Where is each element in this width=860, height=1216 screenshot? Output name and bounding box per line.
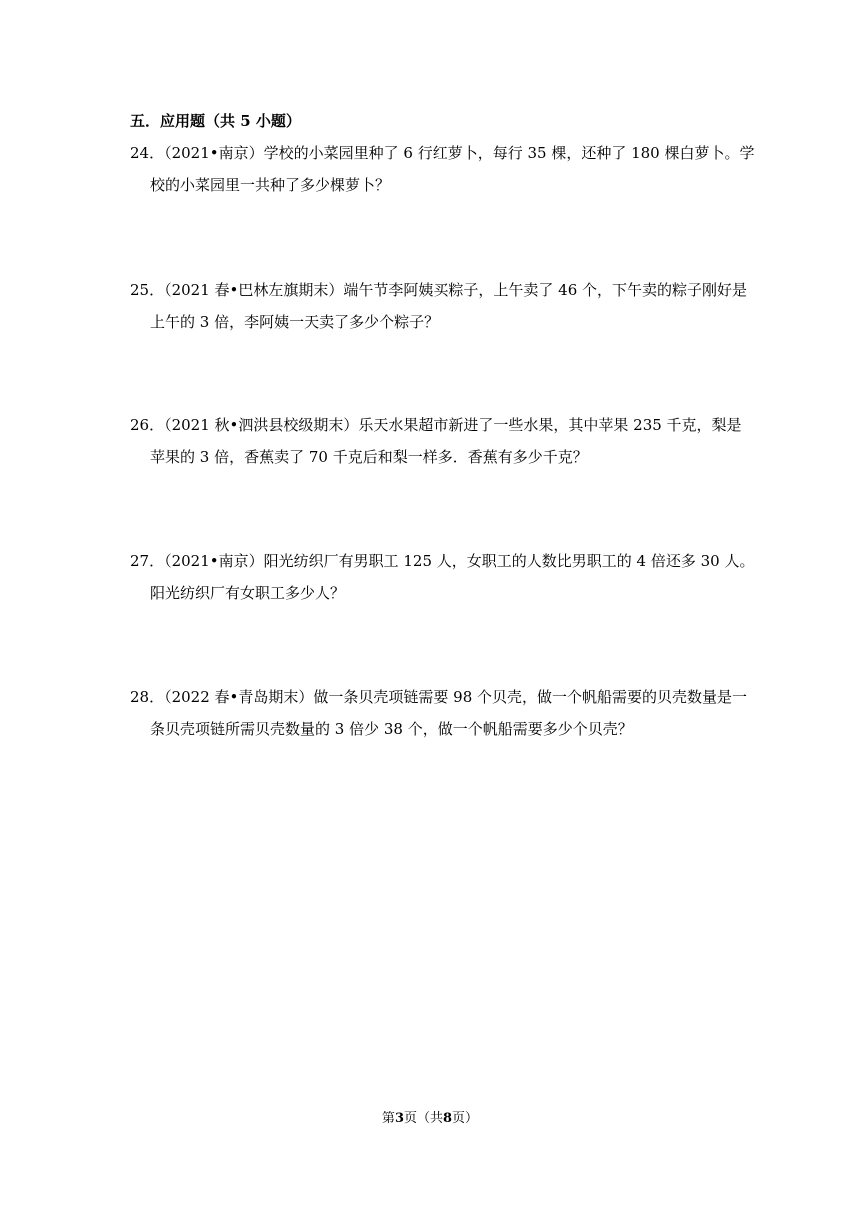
footer-middle: 页（共 (403, 1111, 443, 1126)
question-28 (130, 681, 748, 745)
footer-current-page: 3 (394, 1111, 404, 1126)
question-26-line-1: 26．（2021 秋•泗洪县校级期末）乐天水果超市新进了一些水果，其中苹果 235 千克，梨是 (130, 416, 742, 434)
question-26 (130, 409, 742, 473)
question-24-line-1: 24．（2021•南京）学校的小菜园里种了 6 行红萝卜，每行 35 棵，还种了 180 棵白萝卜。学 (130, 144, 755, 162)
question-25-line-2: 上午的 3 倍，李阿姨一天卖了多少个粽子？ (150, 313, 440, 331)
footer-prefix: 第 (381, 1111, 395, 1126)
question-24-line-2: 校的小菜园里一共种了多少棵萝卜？ (150, 176, 391, 194)
question-25-line-1: 25．（2021 春•巴林左旗期末）端午节李阿姨买粽子，上午卖了 46 个，下午卖的粽子刚好是 (130, 281, 748, 299)
question-28-line-2: 条贝壳项链所需贝壳数量的 3 倍少 38 个，做一个帆船需要多少个贝壳？ (150, 720, 633, 738)
page-footer (0, 1110, 860, 1128)
footer-total-pages: 8 (443, 1111, 453, 1126)
question-27-line-2: 阳光纺织厂有女职工多少人？ (150, 584, 346, 602)
question-27-line-1: 27．（2021•南京）阳光纺织厂有男职工 125 人，女职工的人数比男职工的 4 倍还多 30 人。 (130, 552, 755, 570)
question-24 (130, 137, 755, 201)
footer-suffix: 页） (452, 1111, 479, 1126)
question-27 (130, 545, 755, 609)
question-28-line-1: 28．（2022 春•青岛期末）做一条贝壳项链需要 98 个贝壳，做一个帆船需要的贝壳数量是一 (130, 688, 748, 706)
question-26-line-2: 苹果的 3 倍，香蕉卖了 70 千克后和梨一样多．香蕉有多少千克？ (150, 448, 588, 466)
question-25 (130, 274, 748, 338)
section-heading: 五．应用题（共 5 小题） (130, 112, 301, 130)
